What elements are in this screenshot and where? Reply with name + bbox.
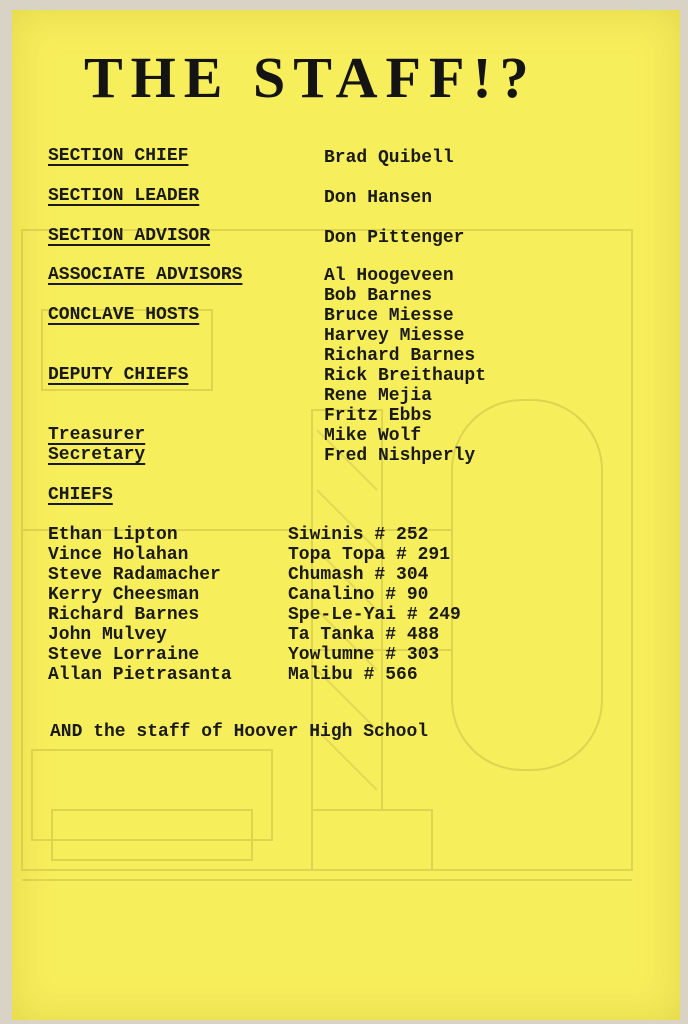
chief-lodge: Canalino # 90 [288,585,429,605]
chief-lodge: Ta Tanka # 488 [288,625,440,645]
staff-name: Fred Nishperly [324,446,476,466]
page-title: THE STAFF!? [84,45,537,110]
chief-lodge: Malibu # 566 [288,665,418,685]
yellow-paper-page [12,10,680,1020]
chief-lodge: Chumash # 304 [288,565,429,585]
staff-role-label: SECTION LEADER [48,186,200,206]
staff-name: Brad Quibell [324,148,454,168]
chief-lodge: Yowlumne # 303 [288,645,440,665]
chief-name: John Mulvey [48,625,167,645]
chief-lodge: Topa Topa # 291 [288,545,451,565]
staff-name: Rick Breithaupt [324,366,487,386]
staff-name: Don Hansen [324,188,433,208]
footer-note: AND the staff of Hoover High School [50,722,429,742]
staff-name: Bruce Miesse [324,306,454,326]
staff-name: Rene Mejia [324,386,433,406]
staff-role-label: Treasurer [48,425,146,445]
staff-role-label: DEPUTY CHIEFS [48,365,189,385]
staff-name: Richard Barnes [324,346,476,366]
chief-name: Richard Barnes [48,605,200,625]
chief-lodge: Spe-Le-Yai # 249 [288,605,461,625]
chief-name: Steve Radamacher [48,565,221,585]
staff-name: Mike Wolf [324,426,422,446]
staff-role-label: SECTION CHIEF [48,146,189,166]
chiefs-heading: CHIEFS [48,485,113,505]
staff-role-label: SECTION ADVISOR [48,226,211,246]
chief-name: Kerry Cheesman [48,585,200,605]
chief-name: Ethan Lipton [48,525,178,545]
staff-name: Fritz Ebbs [324,406,433,426]
staff-name: Bob Barnes [324,286,433,306]
staff-role-label: Secretary [48,445,146,465]
staff-name: Don Pittenger [324,228,465,248]
staff-role-label: CONCLAVE HOSTS [48,305,200,325]
chief-name: Vince Holahan [48,545,189,565]
staff-name: Harvey Miesse [324,326,465,346]
chief-lodge: Siwinis # 252 [288,525,429,545]
staff-role-label: ASSOCIATE ADVISORS [48,265,243,285]
staff-name: Al Hoogeveen [324,266,454,286]
chief-name: Allan Pietrasanta [48,665,232,685]
chief-name: Steve Lorraine [48,645,200,665]
